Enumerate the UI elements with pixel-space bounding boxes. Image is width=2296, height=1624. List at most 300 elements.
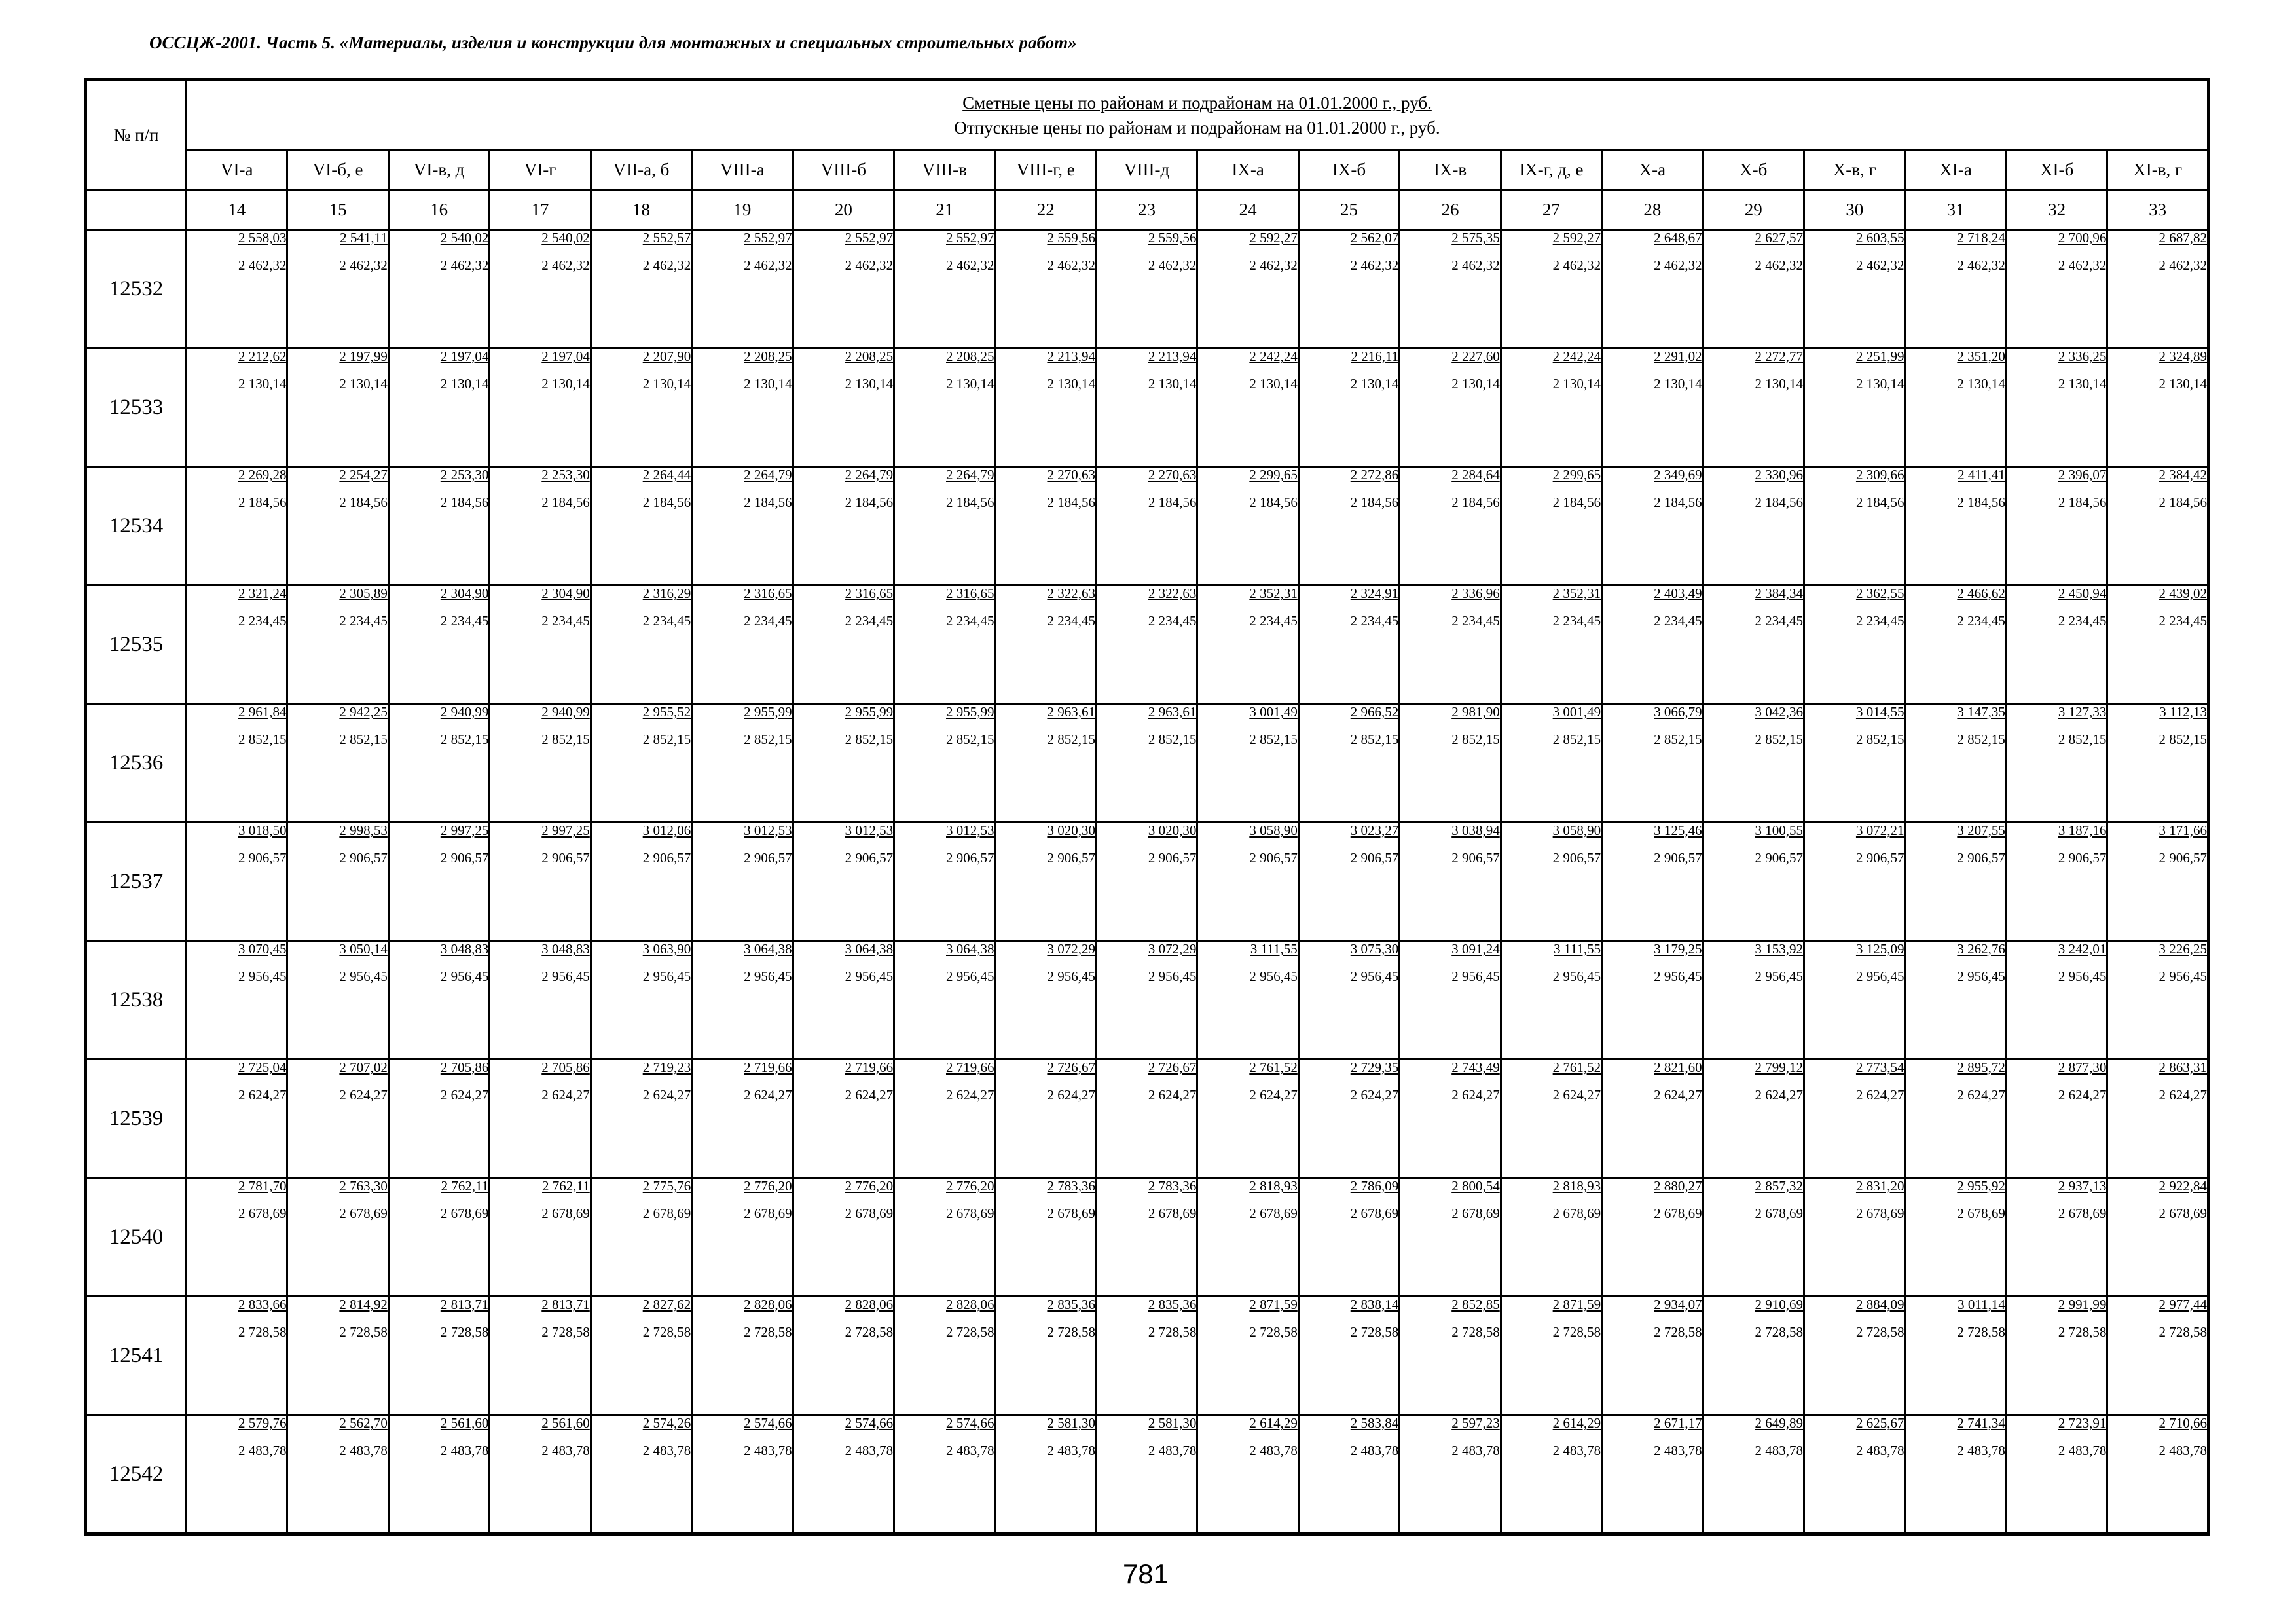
release-price: 2 728,58	[1654, 1324, 1702, 1340]
estimated-price: 2 940,99	[541, 704, 590, 720]
price-cell	[1804, 1415, 1905, 1534]
price-cell	[2006, 230, 2107, 348]
price-cell	[187, 1060, 287, 1178]
price-cell	[793, 704, 894, 822]
price-cell	[388, 704, 489, 822]
release-price: 2 483,78	[2159, 1443, 2207, 1458]
price-cell	[591, 1060, 691, 1178]
estimated-price: 2 718,24	[1957, 230, 2005, 246]
price-cell	[187, 1178, 287, 1297]
region-header: VII-а, б	[591, 150, 691, 190]
price-cell	[1703, 1297, 1804, 1415]
estimated-price: 3 063,90	[642, 941, 691, 957]
estimated-price: 3 012,53	[845, 822, 894, 838]
table-row	[86, 941, 2209, 1060]
release-price: 2 483,78	[2058, 1443, 2107, 1458]
column-number: 27	[1501, 190, 1601, 230]
release-price: 2 483,78	[1148, 1443, 1197, 1458]
estimated-price: 2 352,31	[1552, 585, 1601, 601]
release-price: 2 728,58	[1552, 1324, 1601, 1340]
release-price: 2 234,45	[1855, 613, 1904, 629]
estimated-price: 2 723,91	[2058, 1415, 2107, 1431]
release-price: 2 852,15	[238, 731, 287, 747]
estimated-price: 2 197,99	[339, 348, 388, 364]
release-price: 2 852,15	[541, 731, 590, 747]
estimated-price: 2 592,27	[1249, 230, 1298, 246]
release-price: 2 728,58	[1451, 1324, 1500, 1340]
release-price: 2 624,27	[339, 1087, 388, 1103]
estimated-price: 2 852,85	[1451, 1297, 1500, 1312]
region-header: X-а	[1602, 150, 1703, 190]
release-price: 2 906,57	[238, 850, 287, 866]
estimated-price: 2 540,02	[440, 230, 489, 246]
price-cell	[2107, 1060, 2209, 1178]
estimated-price: 2 719,66	[946, 1060, 994, 1075]
estimated-price: 2 922,84	[2159, 1178, 2207, 1194]
estimated-price: 3 072,29	[1047, 941, 1095, 957]
release-price: 2 234,45	[1654, 613, 1702, 629]
row-number: 12532	[86, 230, 187, 348]
estimated-price: 2 725,04	[238, 1060, 287, 1075]
estimated-price: 2 575,35	[1451, 230, 1500, 246]
price-cell	[1298, 467, 1399, 585]
price-cell	[287, 230, 388, 348]
price-cell	[995, 230, 1096, 348]
estimated-price: 2 828,06	[946, 1297, 994, 1312]
price-cell	[2107, 230, 2209, 348]
price-cell	[1905, 585, 2006, 704]
price-cell	[1096, 467, 1197, 585]
estimated-price: 3 242,01	[2058, 941, 2107, 957]
release-price: 2 906,57	[845, 850, 894, 866]
column-number-row	[86, 190, 2209, 230]
price-cell	[2006, 1060, 2107, 1178]
estimated-price: 2 741,34	[1957, 1415, 2005, 1431]
price-cell	[2006, 704, 2107, 822]
price-cell	[1400, 704, 1501, 822]
release-price: 2 852,15	[642, 731, 691, 747]
estimated-price: 2 574,66	[946, 1415, 994, 1431]
estimated-price: 2 827,62	[642, 1297, 691, 1312]
price-cell	[1096, 1178, 1197, 1297]
region-header: IX-б	[1298, 150, 1399, 190]
price-cell	[1197, 1060, 1298, 1178]
release-price: 2 956,45	[440, 969, 489, 984]
release-price: 2 728,58	[1350, 1324, 1399, 1340]
column-number: 26	[1400, 190, 1501, 230]
release-price: 2 678,69	[744, 1206, 792, 1221]
table-row	[86, 348, 2209, 467]
price-cell	[388, 467, 489, 585]
release-price: 2 624,27	[1451, 1087, 1500, 1103]
release-price: 2 956,45	[1148, 969, 1197, 984]
estimated-price: 2 197,04	[541, 348, 590, 364]
estimated-price: 2 934,07	[1654, 1297, 1702, 1312]
release-price: 2 130,14	[1755, 376, 1803, 392]
price-cell	[1298, 585, 1399, 704]
price-cell	[1501, 585, 1601, 704]
release-price: 2 852,15	[1855, 731, 1904, 747]
estimated-price: 2 997,25	[541, 822, 590, 838]
release-price: 2 906,57	[1148, 850, 1197, 866]
release-price: 2 678,69	[2058, 1206, 2107, 1221]
estimated-price: 2 330,96	[1755, 467, 1803, 483]
release-price: 2 184,56	[744, 494, 792, 510]
release-price: 2 956,45	[642, 969, 691, 984]
release-price: 2 728,58	[2159, 1324, 2207, 1340]
estimated-price: 3 091,24	[1451, 941, 1500, 957]
release-price: 2 852,15	[339, 731, 388, 747]
price-cell	[2006, 348, 2107, 467]
price-cell	[1703, 585, 1804, 704]
price-cell	[2006, 1415, 2107, 1534]
release-price: 2 483,78	[1350, 1443, 1399, 1458]
estimated-price: 2 726,67	[1148, 1060, 1197, 1075]
estimated-price: 2 574,66	[845, 1415, 894, 1431]
price-cell	[490, 704, 591, 822]
release-price: 2 130,14	[1957, 376, 2005, 392]
release-price: 2 852,15	[2058, 731, 2107, 747]
estimated-price: 2 411,41	[1958, 467, 2005, 483]
release-price: 2 956,45	[1552, 969, 1601, 984]
column-number: 31	[1905, 190, 2006, 230]
release-price: 2 130,14	[1047, 376, 1095, 392]
price-cell	[490, 1415, 591, 1534]
estimated-price: 3 014,55	[1855, 704, 1904, 720]
release-price: 2 906,57	[440, 850, 489, 866]
price-cell	[995, 348, 1096, 467]
estimated-price: 2 197,04	[440, 348, 489, 364]
price-cell	[1905, 1060, 2006, 1178]
estimated-price: 3 001,49	[1249, 704, 1298, 720]
estimated-price: 2 707,02	[339, 1060, 388, 1075]
estimated-price: 2 242,24	[1552, 348, 1601, 364]
release-price: 2 728,58	[845, 1324, 894, 1340]
price-cell	[388, 585, 489, 704]
release-price: 2 234,45	[1047, 613, 1095, 629]
price-cell	[490, 467, 591, 585]
release-price: 2 678,69	[1249, 1206, 1298, 1221]
price-cell	[1501, 1415, 1601, 1534]
release-price: 2 906,57	[339, 850, 388, 866]
estimated-price: 3 064,38	[845, 941, 894, 957]
release-price: 2 728,58	[1249, 1324, 1298, 1340]
release-price: 2 234,45	[2058, 613, 2107, 629]
estimated-price: 2 998,53	[339, 822, 388, 838]
release-price: 2 483,78	[541, 1443, 590, 1458]
price-cell	[1298, 704, 1399, 822]
estimated-price: 2 216,11	[1351, 348, 1399, 364]
release-price: 2 678,69	[845, 1206, 894, 1221]
release-price: 2 234,45	[1350, 613, 1399, 629]
price-cell	[187, 1297, 287, 1415]
price-cell	[1804, 822, 1905, 941]
price-cell	[894, 230, 995, 348]
estimated-price: 2 828,06	[744, 1297, 792, 1312]
release-price: 2 678,69	[946, 1206, 994, 1221]
table-row	[86, 1178, 2209, 1297]
price-cell	[894, 1060, 995, 1178]
price-cell	[591, 1415, 691, 1534]
release-price: 2 956,45	[2058, 969, 2107, 984]
price-cell	[1400, 1178, 1501, 1297]
release-price: 2 624,27	[642, 1087, 691, 1103]
price-cell	[187, 1415, 287, 1534]
estimated-price: 2 316,65	[946, 585, 994, 601]
estimated-price: 3 048,83	[541, 941, 590, 957]
region-header: VIII-д	[1096, 150, 1197, 190]
estimated-price: 2 877,30	[2058, 1060, 2107, 1075]
estimated-price: 2 814,92	[339, 1297, 388, 1312]
estimated-price: 2 781,70	[238, 1178, 287, 1194]
release-price: 2 852,15	[1350, 731, 1399, 747]
release-price: 2 130,14	[1855, 376, 1904, 392]
release-price: 2 234,45	[2159, 613, 2207, 629]
estimated-price: 2 719,66	[845, 1060, 894, 1075]
release-price: 2 483,78	[440, 1443, 489, 1458]
price-cell	[1400, 230, 1501, 348]
price-cell	[1804, 1178, 1905, 1297]
estimated-price: 2 384,34	[1755, 585, 1803, 601]
estimated-price: 2 955,99	[845, 704, 894, 720]
estimated-price: 3 070,45	[238, 941, 287, 957]
price-cell	[1905, 467, 2006, 585]
estimated-price: 3 048,83	[440, 941, 489, 957]
price-cell	[1905, 1297, 2006, 1415]
release-price: 2 184,56	[2159, 494, 2207, 510]
price-cell	[1905, 230, 2006, 348]
release-price: 2 852,15	[1047, 731, 1095, 747]
release-price: 2 483,78	[1047, 1443, 1095, 1458]
release-price: 2 184,56	[238, 494, 287, 510]
estimated-price: 2 272,86	[1350, 467, 1399, 483]
estimated-price: 2 940,99	[440, 704, 489, 720]
release-price: 2 184,56	[1148, 494, 1197, 510]
release-price: 2 956,45	[1654, 969, 1702, 984]
estimated-price: 3 038,94	[1451, 822, 1500, 838]
price-cell	[2107, 1415, 2209, 1534]
estimated-price: 2 910,69	[1755, 1297, 1803, 1312]
estimated-price: 2 775,76	[642, 1178, 691, 1194]
price-cell	[793, 941, 894, 1060]
release-price: 2 678,69	[1148, 1206, 1197, 1221]
price-cell	[1703, 230, 1804, 348]
estimated-price: 2 773,54	[1855, 1060, 1904, 1075]
estimated-price: 3 058,90	[1552, 822, 1601, 838]
release-price: 2 184,56	[946, 494, 994, 510]
price-cell	[1703, 348, 1804, 467]
blank-header-cell	[86, 190, 187, 230]
estimated-price: 3 072,29	[1148, 941, 1197, 957]
estimated-price: 2 776,20	[845, 1178, 894, 1194]
estimated-price: 2 321,24	[238, 585, 287, 601]
price-cell	[1400, 1415, 1501, 1534]
region-header: X-в, г	[1804, 150, 1905, 190]
price-cell	[591, 585, 691, 704]
price-cell	[1602, 467, 1703, 585]
release-price: 2 234,45	[238, 613, 287, 629]
estimated-price: 2 863,31	[2159, 1060, 2207, 1075]
release-price: 2 483,78	[946, 1443, 994, 1458]
estimated-price: 2 603,55	[1855, 230, 1904, 246]
estimated-price: 2 439,02	[2159, 585, 2207, 601]
release-price: 2 130,14	[1350, 376, 1399, 392]
region-header: VIII-а	[692, 150, 793, 190]
release-price: 2 130,14	[744, 376, 792, 392]
price-cell	[490, 822, 591, 941]
estimated-price: 3 075,30	[1350, 941, 1399, 957]
price-cell	[1703, 1060, 1804, 1178]
price-cell	[1400, 822, 1501, 941]
estimated-price: 2 857,32	[1755, 1178, 1803, 1194]
release-price: 2 956,45	[1047, 969, 1095, 984]
price-cell	[1400, 348, 1501, 467]
price-cell	[1501, 1178, 1601, 1297]
release-price: 2 130,14	[2058, 376, 2107, 392]
estimated-price: 2 763,30	[339, 1178, 388, 1194]
release-price: 2 624,27	[1249, 1087, 1298, 1103]
column-number: 15	[287, 190, 388, 230]
estimated-price: 2 776,20	[744, 1178, 792, 1194]
estimated-price: 2 729,35	[1350, 1060, 1399, 1075]
region-header: VI-в, д	[388, 150, 489, 190]
price-cell	[1905, 348, 2006, 467]
price-cell	[2107, 1178, 2209, 1297]
table-row	[86, 230, 2209, 348]
estimated-price: 2 253,30	[541, 467, 590, 483]
release-price: 2 130,14	[1249, 376, 1298, 392]
release-price: 2 462,32	[1957, 257, 2005, 273]
estimated-price: 2 821,60	[1654, 1060, 1702, 1075]
release-price: 2 852,15	[2159, 731, 2207, 747]
region-header: XI-в, г	[2107, 150, 2209, 190]
estimated-price: 2 466,62	[1957, 585, 2005, 601]
estimated-price: 2 272,77	[1755, 348, 1803, 364]
estimated-price: 2 871,59	[1552, 1297, 1601, 1312]
price-cell	[1096, 822, 1197, 941]
estimated-price: 3 226,25	[2159, 941, 2207, 957]
release-price: 2 483,78	[1451, 1443, 1500, 1458]
price-cell	[287, 585, 388, 704]
price-cell	[1400, 1297, 1501, 1415]
price-cell	[2107, 1297, 2209, 1415]
price-cell	[995, 704, 1096, 822]
estimated-price: 2 561,60	[440, 1415, 489, 1431]
price-cell	[1400, 585, 1501, 704]
release-price: 2 234,45	[1148, 613, 1197, 629]
estimated-price: 2 726,67	[1047, 1060, 1095, 1075]
release-price: 2 483,78	[744, 1443, 792, 1458]
price-cell	[894, 822, 995, 941]
price-cell	[793, 585, 894, 704]
price-cell	[1602, 230, 1703, 348]
row-number: 12537	[86, 822, 187, 941]
estimated-price: 2 316,29	[642, 585, 691, 601]
estimated-price: 2 316,65	[845, 585, 894, 601]
document-header: ОССЦЖ-2001. Часть 5. «Материалы, изделия и конструкции для монтажных и специальных строительных работ»	[149, 33, 1077, 52]
estimated-price: 2 552,57	[642, 230, 691, 246]
price-cell	[692, 704, 793, 822]
estimated-price: 2 558,03	[238, 230, 287, 246]
estimated-price: 2 561,60	[541, 1415, 590, 1431]
estimated-price: 2 540,02	[541, 230, 590, 246]
release-price: 2 624,27	[440, 1087, 489, 1103]
release-price: 2 852,15	[1552, 731, 1601, 747]
price-cell	[287, 941, 388, 1060]
release-price: 2 678,69	[1957, 1206, 2005, 1221]
release-price: 2 728,58	[1047, 1324, 1095, 1340]
estimated-price: 2 687,82	[2159, 230, 2207, 246]
price-cell	[1804, 1297, 1905, 1415]
release-price: 2 462,32	[1654, 257, 1702, 273]
price-cell	[1400, 941, 1501, 1060]
release-price: 2 130,14	[440, 376, 489, 392]
estimated-price: 2 305,89	[339, 585, 388, 601]
estimated-price: 2 762,11	[441, 1178, 489, 1194]
estimated-price: 2 705,86	[541, 1060, 590, 1075]
price-cell	[388, 348, 489, 467]
estimated-price: 3 125,09	[1855, 941, 1904, 957]
release-price: 2 728,58	[946, 1324, 994, 1340]
price-cell	[1096, 941, 1197, 1060]
release-price: 2 956,45	[2159, 969, 2207, 984]
release-price: 2 462,32	[339, 257, 388, 273]
estimated-price: 2 955,99	[744, 704, 792, 720]
price-cell	[490, 348, 591, 467]
release-price: 2 906,57	[1350, 850, 1399, 866]
table-row	[86, 1297, 2209, 1415]
estimated-price: 2 786,09	[1350, 1178, 1399, 1194]
price-cell	[1602, 1415, 1703, 1534]
price-cell	[894, 467, 995, 585]
column-number: 22	[995, 190, 1096, 230]
release-price: 2 852,15	[440, 731, 489, 747]
estimated-price: 2 625,67	[1855, 1415, 1904, 1431]
price-cell	[1602, 585, 1703, 704]
price-cell	[2006, 1297, 2107, 1415]
price-cell	[591, 822, 691, 941]
release-price: 2 130,14	[238, 376, 287, 392]
price-cell	[2006, 585, 2107, 704]
release-price: 2 624,27	[1350, 1087, 1399, 1103]
estimated-price: 2 552,97	[946, 230, 994, 246]
release-price: 2 624,27	[1755, 1087, 1803, 1103]
estimated-price: 2 700,96	[2058, 230, 2107, 246]
release-price: 2 234,45	[440, 613, 489, 629]
price-cell	[995, 1297, 1096, 1415]
release-price: 2 130,14	[1148, 376, 1197, 392]
region-header: XI-а	[1905, 150, 2006, 190]
release-price: 2 483,78	[1552, 1443, 1601, 1458]
row-number: 12534	[86, 467, 187, 585]
release-price: 2 234,45	[541, 613, 590, 629]
estimated-price: 3 058,90	[1249, 822, 1298, 838]
estimated-price: 2 705,86	[440, 1060, 489, 1075]
release-price: 2 483,78	[845, 1443, 894, 1458]
price-cell	[490, 1178, 591, 1297]
estimated-price: 2 991,99	[2058, 1297, 2107, 1312]
estimated-price: 2 583,84	[1350, 1415, 1399, 1431]
price-cell	[388, 941, 489, 1060]
release-price: 2 462,32	[2159, 257, 2207, 273]
price-cell	[591, 1178, 691, 1297]
price-cell	[793, 1415, 894, 1534]
estimated-price: 2 574,66	[744, 1415, 792, 1431]
price-cell	[692, 822, 793, 941]
estimated-price: 2 838,14	[1350, 1297, 1399, 1312]
price-cell	[591, 467, 691, 585]
release-price: 2 130,14	[845, 376, 894, 392]
